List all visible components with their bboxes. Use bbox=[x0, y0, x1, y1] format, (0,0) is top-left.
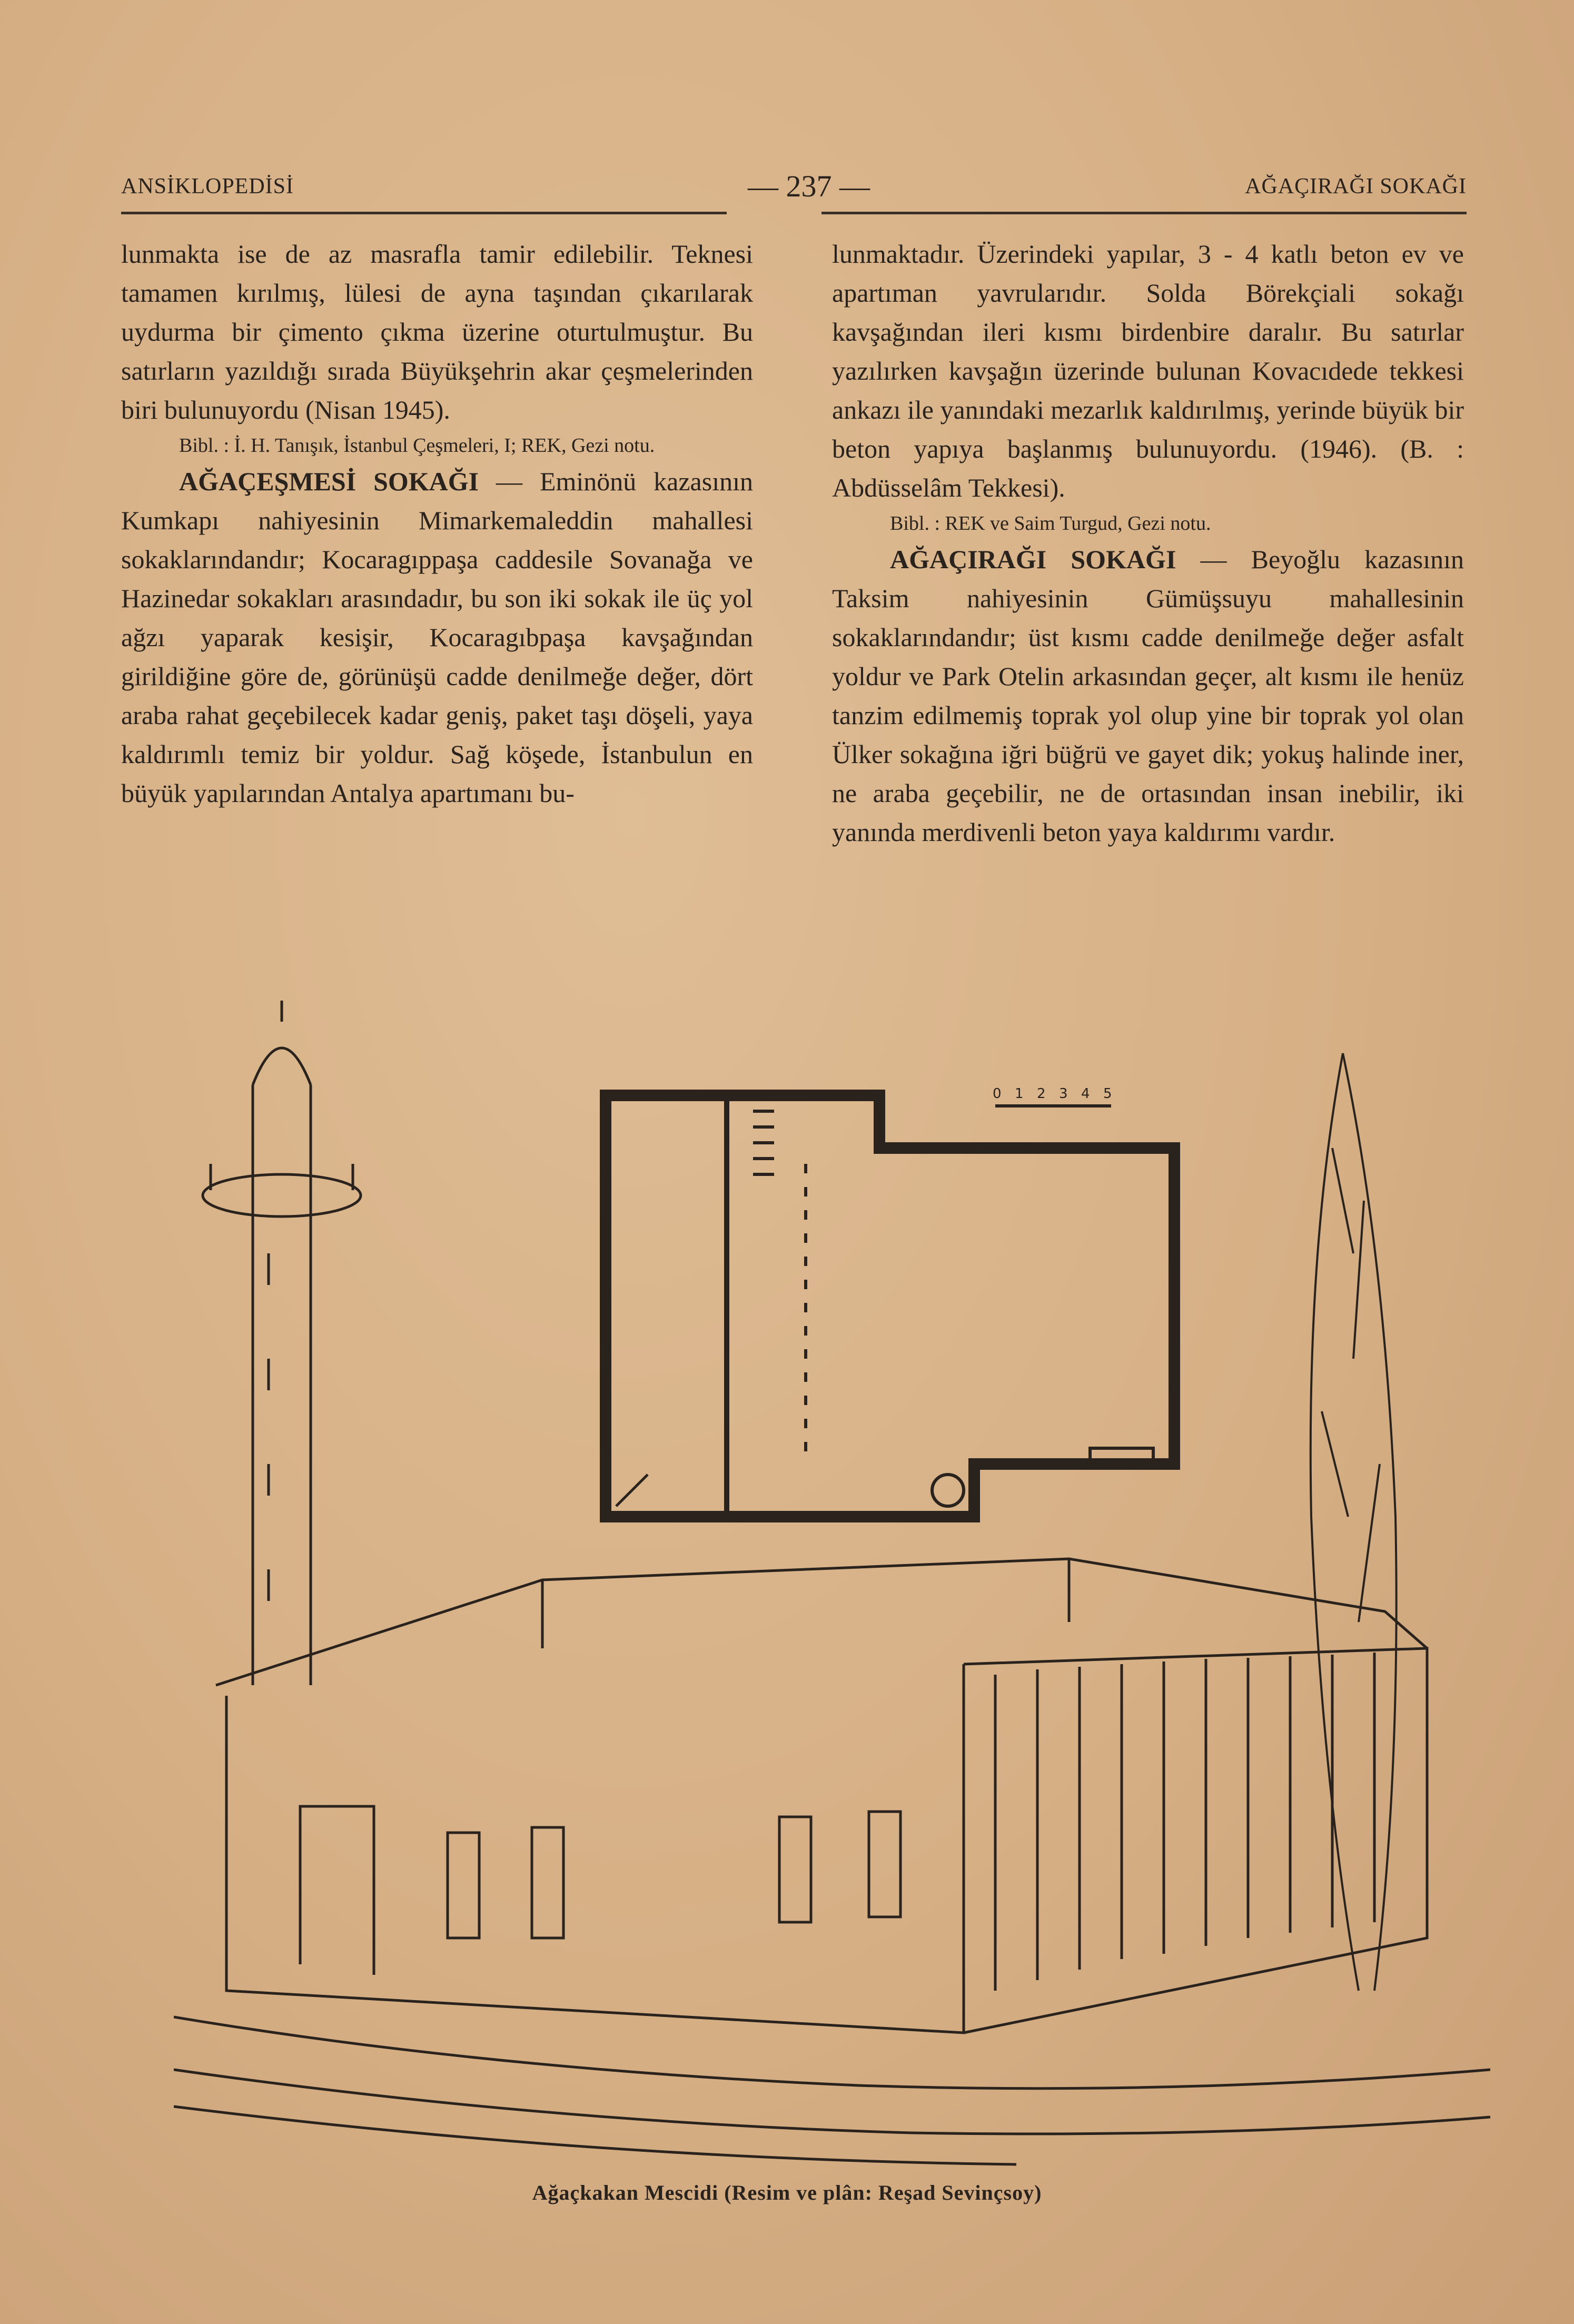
header-rule-left bbox=[121, 212, 727, 214]
entry-body: — Beyoğlu kazasının Taksim nahiyesinin Gümüşsuyu mahallesinin sokaklarındandır; üst kısmı cadde denilmeğe değer asfalt yoldur ve Park Otelin arkasından geçer, alt kısmı ile henüz tanzim edilmemiş toprak yol olup yine bir toprak yol olan Ülker sokağına iğri büğrü ve gayet dik; yokuş halinde iner, ne araba geçebilir, ne de ortasından insan inebilir, iki yanında merdivenli beton yaya kaldırımı vardır. bbox=[832, 545, 1464, 847]
entry-agacesmesi bbox=[121, 462, 753, 813]
header-left: ANSİKLOPEDİSİ bbox=[121, 174, 294, 199]
header-right: AĞAÇIRAĞI SOKAĞI bbox=[1245, 174, 1467, 199]
scale-label: 2 bbox=[1037, 1086, 1046, 1102]
header-rule-right bbox=[821, 212, 1467, 214]
scale-bar bbox=[993, 1086, 1112, 1102]
scale-label: 4 bbox=[1081, 1086, 1090, 1102]
entry-agaciragi bbox=[832, 540, 1464, 852]
page-number: — 237 — bbox=[748, 169, 870, 203]
bibliography: Bibl. : REK ve Saim Turgud, Gezi notu. bbox=[890, 512, 1211, 535]
figure-caption: Ağaçkakan Mescidi (Resim ve plân: Reşad Sevinçsoy) bbox=[532, 2181, 1042, 2204]
left-column bbox=[121, 234, 753, 813]
entry-headword: AĞAÇIRAĞI SOKAĞI bbox=[890, 545, 1176, 574]
bibliography: Bibl. : İ. H. Tanışık, İstanbul Çeşmeleri, I; REK, Gezi notu. bbox=[179, 434, 655, 457]
entry-headword: AĞAÇEŞMESİ SOKAĞI bbox=[179, 467, 479, 496]
running-header bbox=[121, 169, 1467, 211]
mosque-building bbox=[174, 1559, 1490, 2164]
scale-label: 3 bbox=[1059, 1086, 1068, 1102]
cypress-tree bbox=[1311, 1053, 1397, 1991]
minaret bbox=[203, 1001, 361, 1685]
scale-label: 1 bbox=[1015, 1086, 1024, 1102]
entry-body: — Eminönü kazasının Kumkapı nahiyesinin Mimarkemaleddin mahallesi sokaklarındandır; Kocaragıppaşa caddesile Sovanağa ve Hazinedar sokakları arasındadır, bu son iki sokak ile üç yol ağzı yaparak kesişir, Kocaragıbpaşa kavşağından girildiğine göre de, görünüşü cadde denilmeğe değer, dört araba rahat geçebilecek kadar geniş, paket taşı döşeli, yaya kaldırımlı temiz bir yoldur. Sağ köşede, İstanbulun en büyük yapılarından Antalya apartımanı bu- bbox=[121, 467, 753, 808]
scale-label: 0 bbox=[993, 1086, 1002, 1102]
right-column bbox=[832, 234, 1464, 852]
scale-label: 5 bbox=[1103, 1086, 1112, 1102]
paragraph: lunmaktadır. Üzerindeki yapılar, 3 - 4 katlı beton ev ve apartıman yavrularıdır. Solda Börekçiali sokağı kavşağından ileri kısmı birdenbire daralır. Bu satırlar yazılırken kavşağın üzerinde bulunan Kovacıdede tekkesi ankazı ile yanındaki mezarlık kaldırılmış, yerinde büyük bir beton yapıya başlanmış bulunuyordu. (1946). (B. : Abdüsselâm Tekkesi). bbox=[832, 239, 1464, 502]
mosque-illustration bbox=[174, 990, 1490, 2175]
paragraph: lunmakta ise de az masrafla tamir edilebilir. Teknesi tamamen kırılmış, lülesi de ayna taşından çıkarılarak uydurma bir çimento çıkma üzerine oturtulmuştur. Bu satırların yazıldığı sırada Büyükşehrin akar çeşmelerinden biri bulunuyordu (Nisan 1945). bbox=[121, 239, 753, 424]
floor-plan bbox=[606, 1095, 1174, 1517]
mosque-drawing bbox=[174, 990, 1490, 2175]
